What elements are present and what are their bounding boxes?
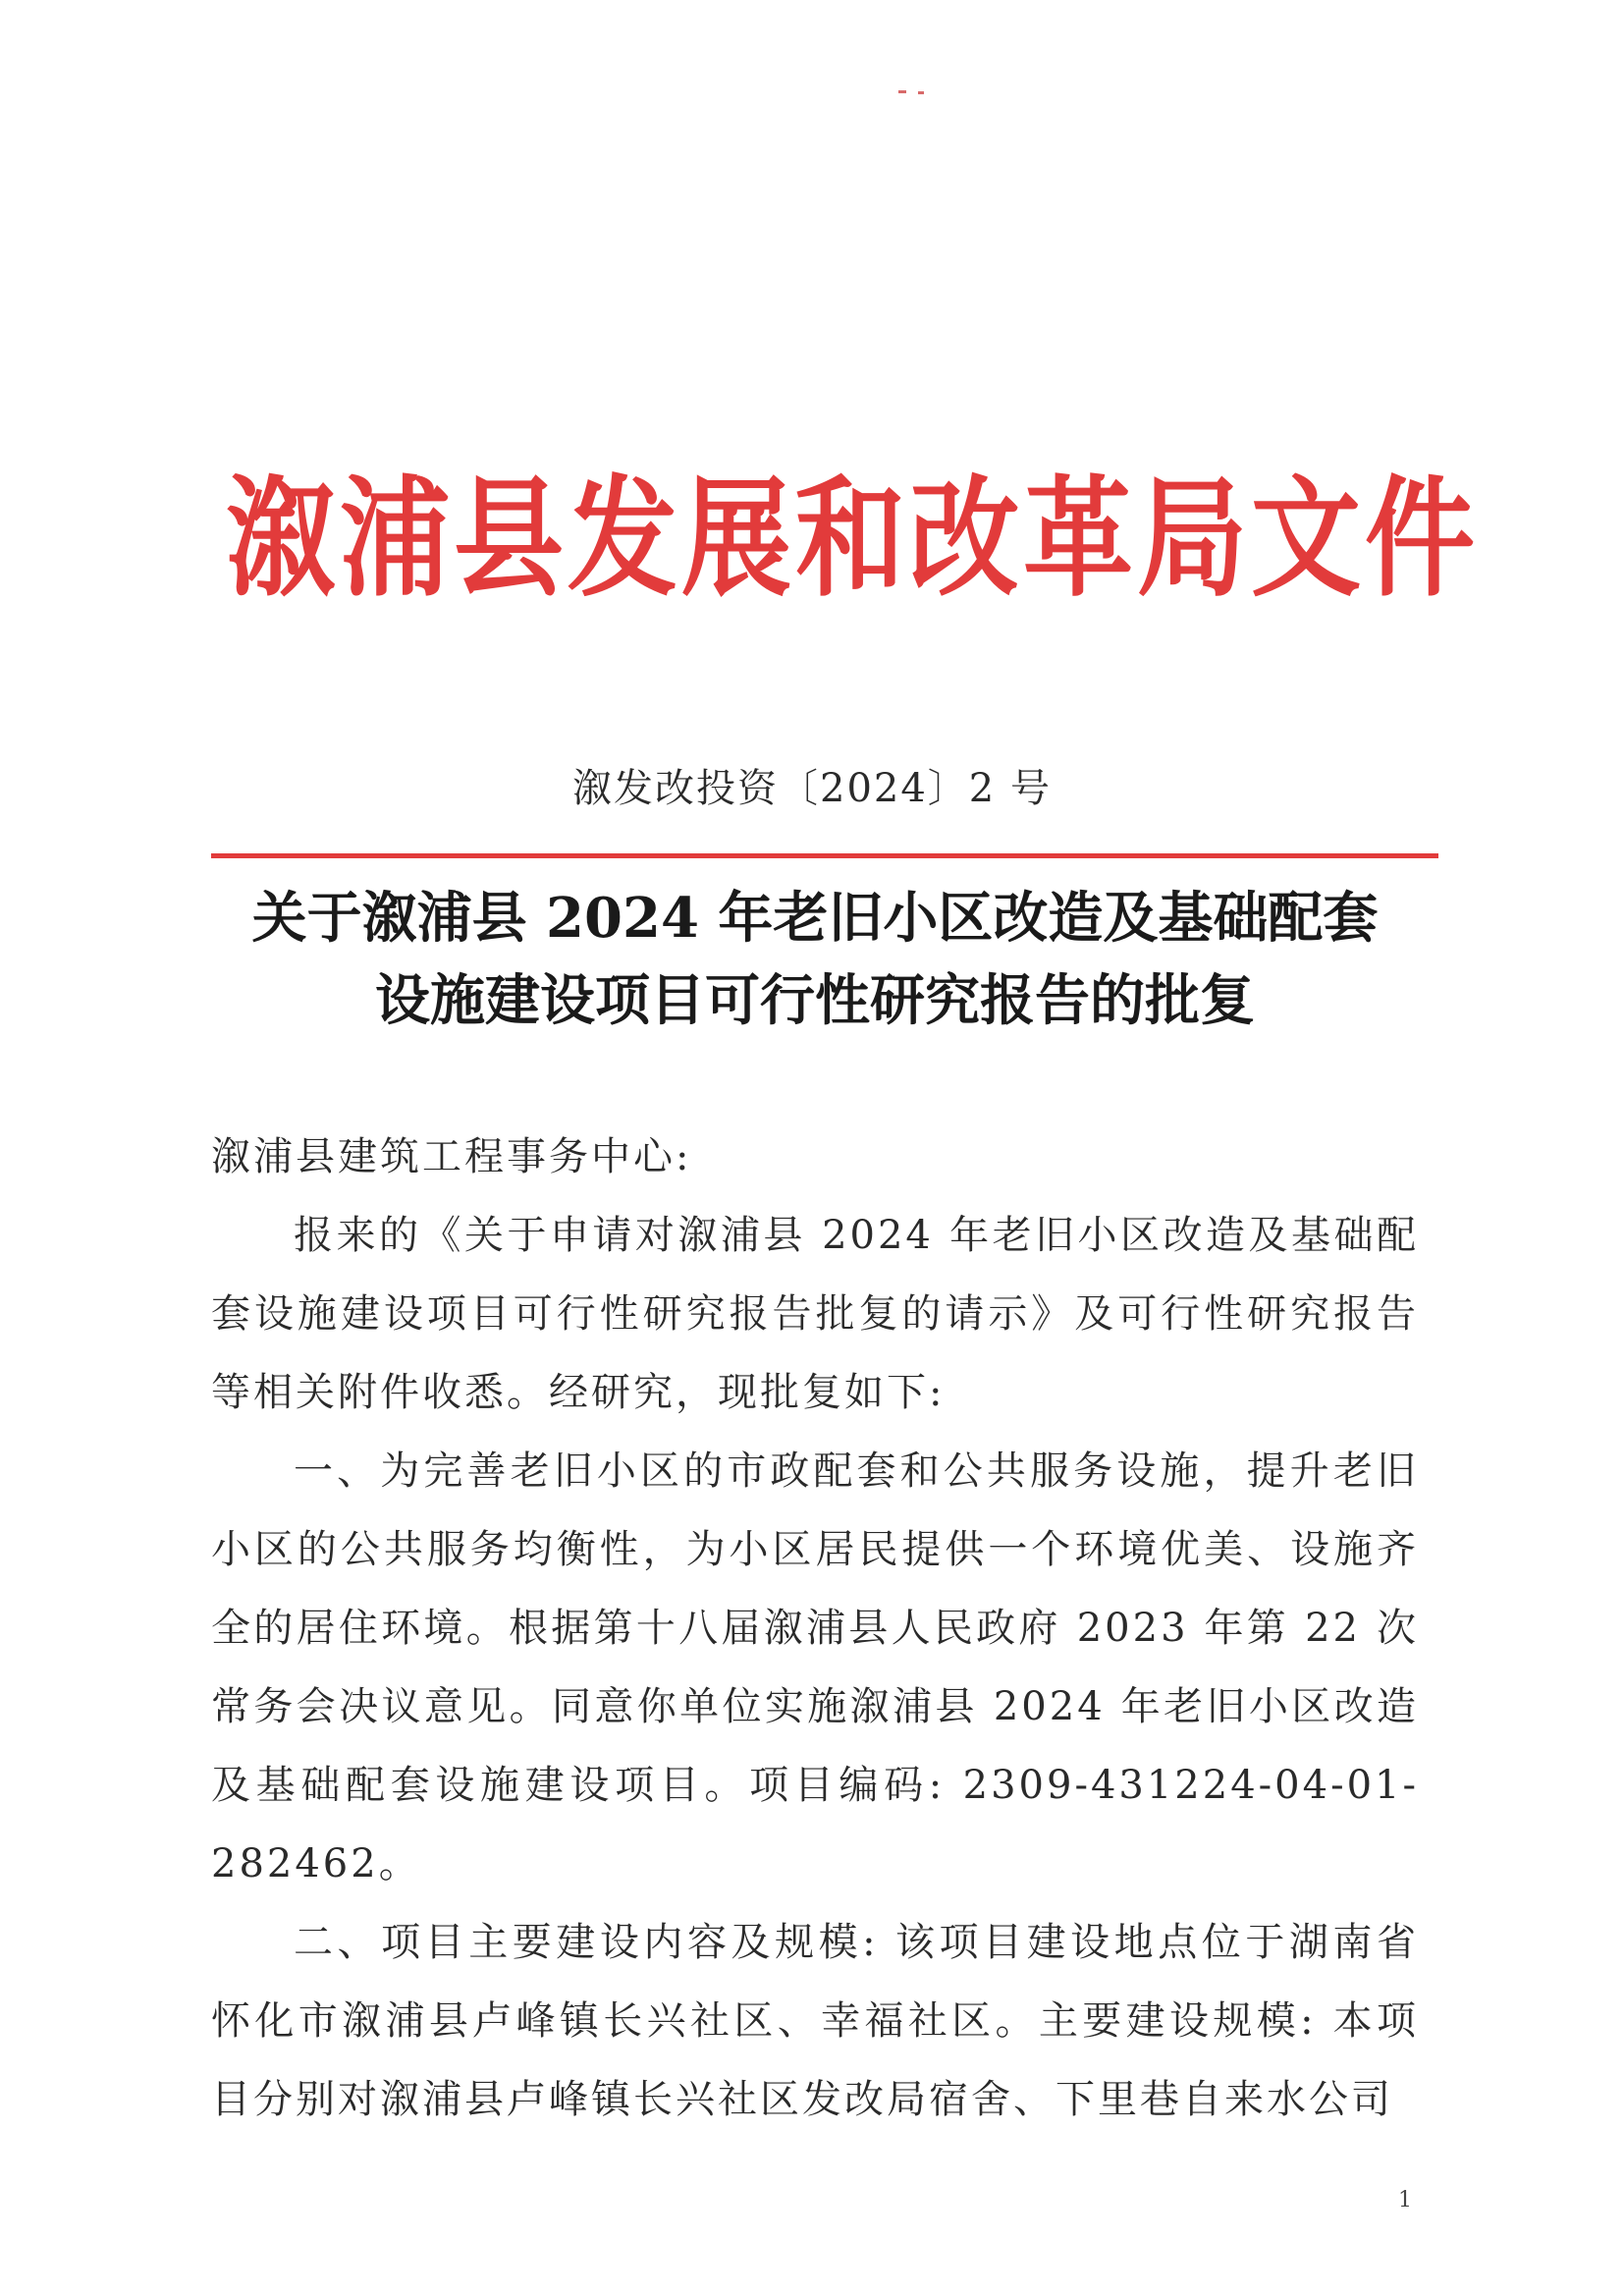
masthead-title: 溆浦县发展和改革局文件	[226, 464, 1479, 616]
document-body	[211, 1118, 1419, 2139]
page-number: 1	[1398, 2188, 1412, 2213]
body-paragraph: 二、项目主要建设内容及规模: 该项目建设地点位于湖南省怀化市溆浦县卢峰镇长兴社区、幸福社区。主要建设规模: 本项目分别对溆浦县卢峰镇长兴社区发改局宿舍、下里巷自来水公司	[211, 1920, 1419, 2122]
body-paragraph: 一、为完善老旧小区的市政配套和公共服务设施，提升老旧小区的公共服务均衡性，为小区居民提供一个环境优美、设施齐全的居住环境。根据第十八届溆浦县人民政府 2023 年第 22 次常务会决议意见。同意你单位实施溆浦县 2024 年老旧小区改造及基础配套设施建设项目。项目编码: 2309-431224-04-01-282462。	[211, 1448, 1419, 1886]
body-paragraph: 报来的《关于申请对溆浦县 2024 年老旧小区改造及基础配套设施建设项目可行性研究报告批复的请示》及可行性研究报告等相关附件收悉。经研究，现批复如下:	[211, 1213, 1419, 1415]
scan-speck	[918, 91, 924, 94]
scan-speck	[898, 90, 906, 93]
document-number: 溆发改投资〔2024〕2 号	[572, 766, 1052, 811]
title-line-2: 设施建设项目可行性研究报告的批复	[375, 968, 1255, 1033]
document-title	[196, 877, 1434, 1042]
red-divider-line	[211, 853, 1438, 858]
salutation: 溆浦县建筑工程事务中心:	[211, 1134, 692, 1179]
title-line-1: 关于溆浦县 2024 年老旧小区改造及基础配套	[251, 886, 1379, 951]
